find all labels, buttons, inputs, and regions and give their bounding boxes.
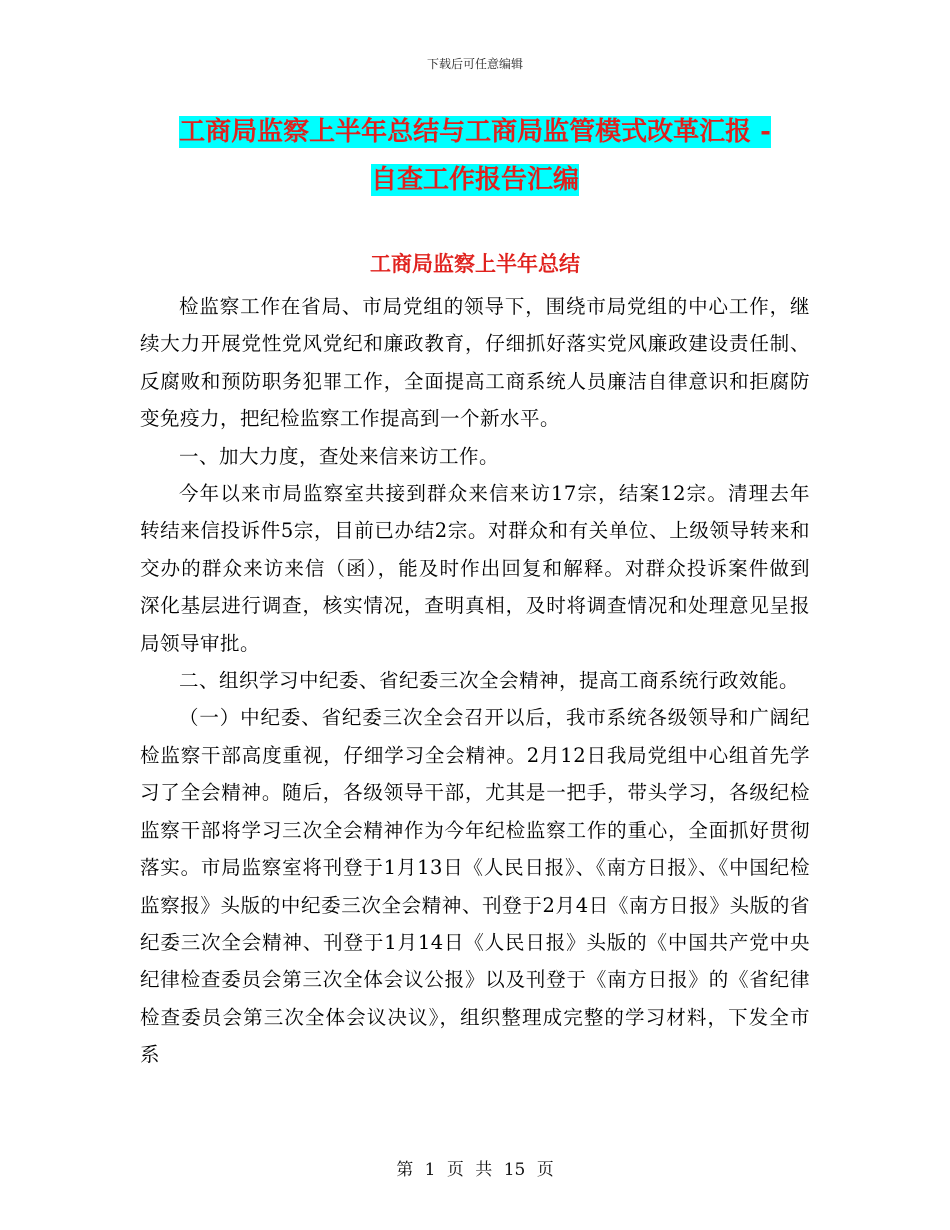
paragraph-study-plenary: （一）中纪委、省纪委三次全会召开以后，我市系统各级领导和广阔纪检监察干部高度重视，仔细学习全会精神。2月12日我局党组中心组首先学习了全会精神。随后，各级领导干部，尤其是一把手，带头学习，各级纪检监察干部将学习三次全会精神作为今年纪检监察工作的重心，全面抓好贯彻落实。市局监察室将刊登于1月13日《人民日报》、《南方日报》、《中国纪检监察报》头版的中纪委三次全会精神、刊登于2月4日《南方日报》头版的省纪委三次全会精神、刊登于1月14日《人民日报》头版的《中国共产党中央纪律检查委员会第三次全体会议公报》以及刊登于《南方日报》的《省纪律检查委员会第三次全体会议决议》，组织整理成完整的学习材料，下发全市系 — [140, 706, 810, 1067]
paragraph-intro: 检监察工作在省局、市局党组的领导下，围绕市局党组的中心工作，继续大力开展党性党风党纪和廉政教育，仔细抓好落实党风廉政建设责任制、反腐败和预防职务犯罪工作，全面提高工商系统人员廉洁自律意识和拒腐防变免疫力，把纪检监察工作提高到一个新水平。 — [140, 295, 810, 431]
document-body — [140, 288, 810, 1074]
section-title: 工商局监察上半年总结 — [370, 251, 580, 276]
document-title — [140, 108, 810, 204]
paragraph-heading-2: 二、组织学习中纪委、省纪委三次全会精神，提高工商系统行政效能。 — [179, 669, 800, 693]
paragraph-heading-1: 一、加大力度，查处来信来访工作。 — [179, 444, 500, 468]
document-title-line-2: 自查工作报告汇编 — [370, 165, 579, 195]
page-footer: 第 1 页 共 15 页 — [396, 1160, 554, 1180]
document-title-line-1: 工商局监察上半年总结与工商局监管模式改革汇报 - — [179, 117, 771, 147]
paragraph-letters-visits: 今年以来市局监察室共接到群众来信来访17宗，结案12宗。清理去年转结来信投诉件5宗，目前已办结2宗。对群众和有关单位、上级领导转来和交办的群众来访来信（函），能及时作出回复和解释。对群众投诉案件做到深化基层进行调查，核实情况，查明真相，及时将调查情况和处理意见呈报局领导审批。 — [140, 482, 810, 655]
header-note: 下载后可任意编辑 — [426, 57, 523, 71]
